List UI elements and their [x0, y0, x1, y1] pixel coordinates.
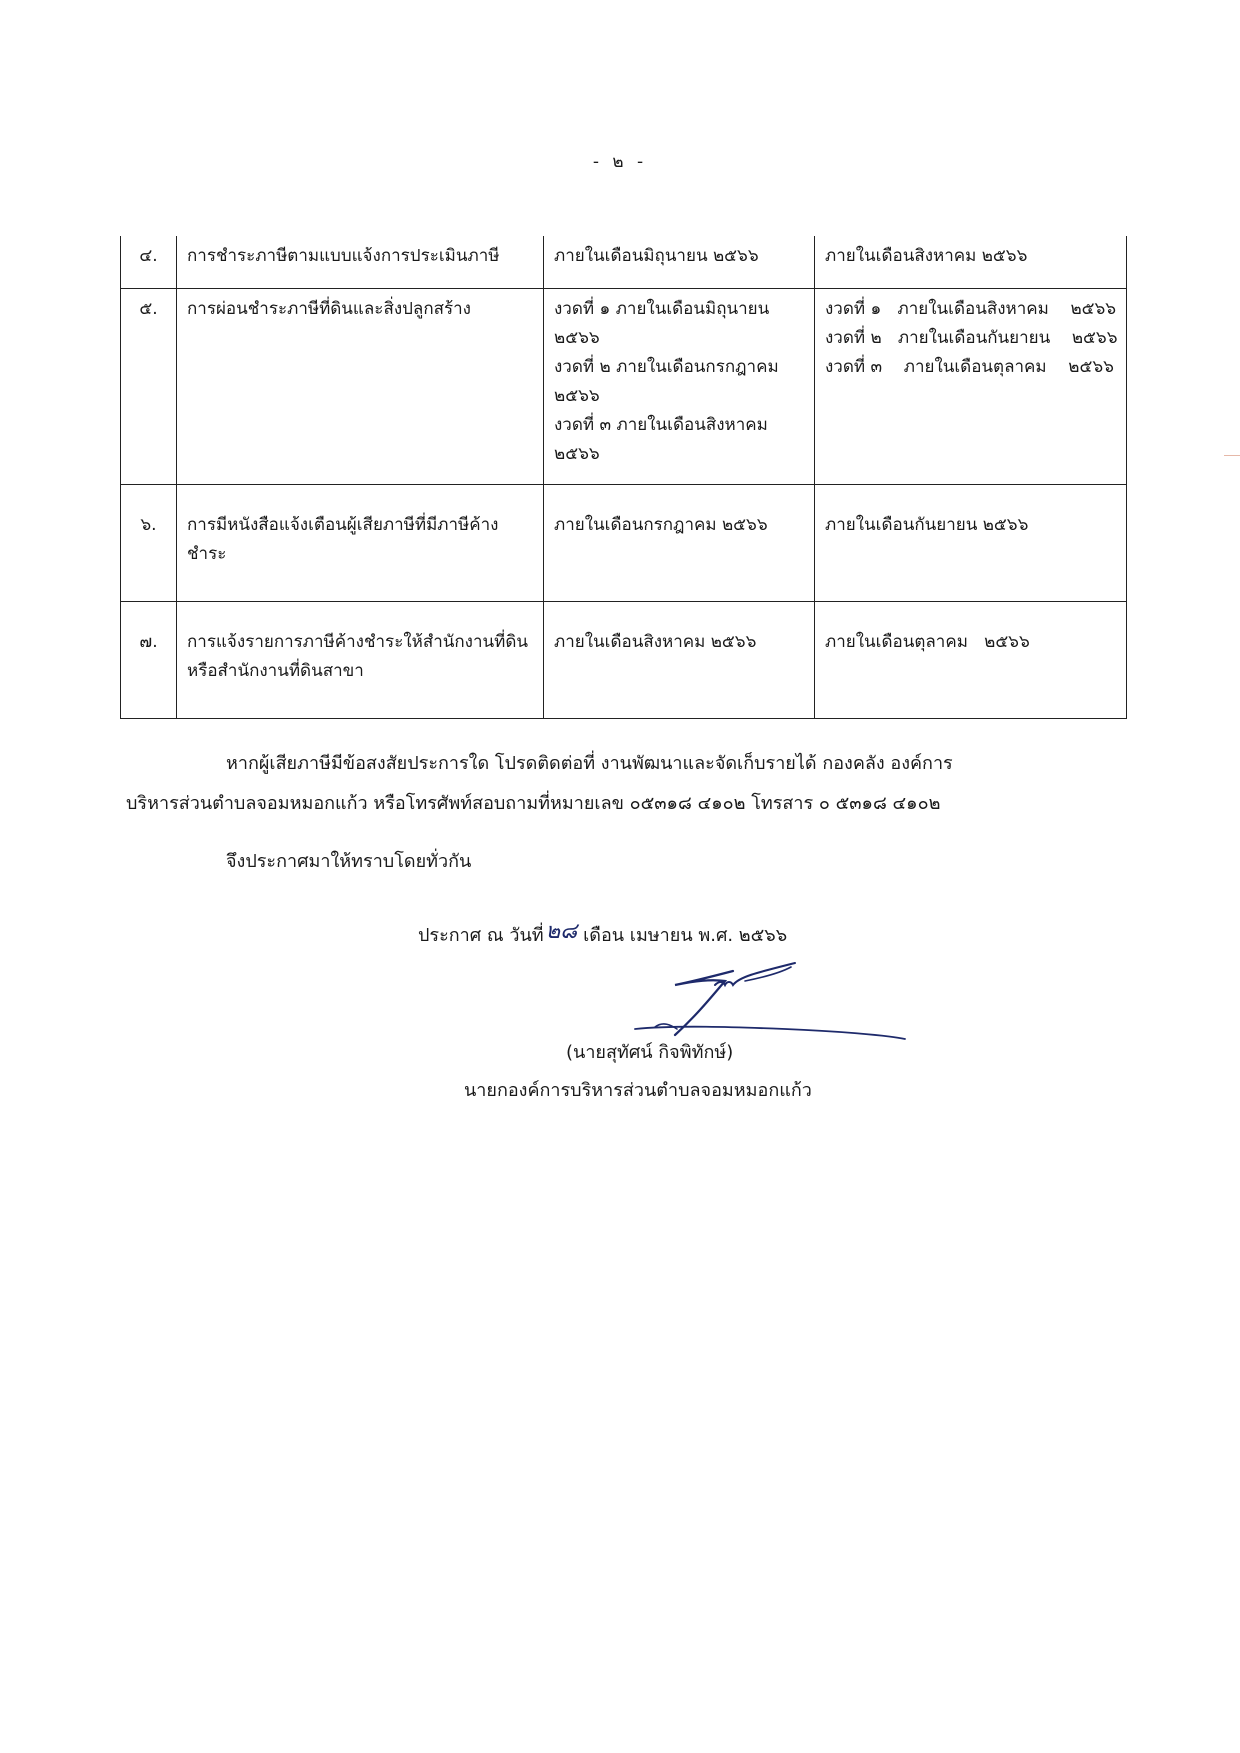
contact-line-2: บริหารส่วนตำบลจอมหมอกแก้ว หรือโทรศัพท์สอบถามที่หมายเลข ๐๕๓๑๘ ๔๑๐๒ โทรสาร ๐ ๕๓๑๘ ๔๑๐๒	[126, 793, 941, 814]
period-line: ๒๕๖๖	[554, 328, 600, 348]
signature-stroke	[715, 963, 795, 985]
period-line: ๒๕๖๖	[554, 444, 600, 464]
period-cell	[544, 289, 815, 485]
item-cell	[177, 485, 544, 602]
handwritten-day: ๒๘	[545, 919, 578, 944]
extended-line: ภายในเดือนสิงหาคม ๒๕๖๖	[825, 246, 1028, 266]
extended-period-cell	[815, 236, 1127, 289]
extended-line: ภายในเดือนตุลาคม ๒๕๖๖	[825, 632, 1030, 652]
row-number: ๕.	[121, 289, 177, 485]
row-number: ๔.	[121, 236, 177, 289]
announcement-date	[418, 916, 787, 951]
signature-mark	[615, 955, 915, 1050]
closing-paragraph: จึงประกาศมาให้ทราบโดยทั่วกัน	[226, 851, 472, 872]
table-row	[121, 485, 1127, 602]
period-line: งวดที่ ๓ ภายในเดือนสิงหาคม	[554, 415, 768, 435]
signatory-name: (นายสุทัศน์ กิจพิทักษ์)	[566, 1042, 734, 1063]
signature-stroke	[675, 971, 733, 1035]
period-line: งวดที่ ๑ ภายในเดือนมิถุนายน	[554, 299, 770, 319]
period-cell	[544, 485, 815, 602]
period-line: ภายในเดือนกรกฎาคม ๒๕๖๖	[554, 515, 768, 535]
extended-line: งวดที่ ๑ ภายในเดือนสิงหาคม ๒๕๖๖	[825, 299, 1117, 319]
extended-line: งวดที่ ๓ ภายในเดือนตุลาคม ๒๕๖๖	[825, 357, 1114, 377]
item-cell	[177, 289, 544, 485]
row-number: ๖.	[121, 485, 177, 602]
period-line: งวดที่ ๒ ภายในเดือนกรกฎาคม	[554, 357, 779, 377]
item-line: การแจ้งรายการภาษีค้างชำระให้สำนักงานที่ดิน	[187, 632, 528, 652]
page-number: - ๒ -	[592, 152, 648, 172]
extended-period-cell	[815, 602, 1127, 719]
extended-period-cell	[815, 485, 1127, 602]
item-line: ชำระ	[187, 544, 227, 564]
extended-line: งวดที่ ๒ ภายในเดือนกันยายน ๒๕๖๖	[825, 328, 1118, 348]
item-line: หรือสำนักงานที่ดินสาขา	[187, 661, 364, 681]
row-number: ๗.	[121, 602, 177, 719]
table-row	[121, 236, 1127, 289]
contact-paragraph	[126, 744, 1116, 824]
period-line: ภายในเดือนสิงหาคม ๒๕๖๖	[554, 632, 757, 652]
announcement-prefix: ประกาศ ณ วันที่	[418, 925, 544, 946]
contact-line-1: หากผู้เสียภาษีมีข้อสงสัยประการใด โปรดติดต่อที่ งานพัฒนาและจัดเก็บรายได้ กองคลัง องค์การ	[226, 753, 953, 774]
extended-line: ภายในเดือนกันยายน ๒๕๖๖	[825, 515, 1029, 535]
item-line: การมีหนังสือแจ้งเตือนผู้เสียภาษีที่มีภาษีค้าง	[187, 515, 499, 535]
scan-edge-mark	[1224, 455, 1240, 456]
extended-period-cell	[815, 289, 1127, 485]
period-cell	[544, 236, 815, 289]
announcement-suffix: เดือน เมษายน พ.ศ. ๒๕๖๖	[583, 925, 788, 946]
item-cell	[177, 236, 544, 289]
period-line: ๒๕๖๖	[554, 386, 600, 406]
item-line: การชำระภาษีตามแบบแจ้งการประเมินภาษี	[187, 246, 500, 266]
period-cell	[544, 602, 815, 719]
period-line: ภายในเดือนมิถุนายน ๒๕๖๖	[554, 246, 759, 266]
item-line: การผ่อนชำระภาษีที่ดินและสิ่งปลูกสร้าง	[187, 299, 471, 319]
signatory-title: นายกองค์การบริหารส่วนตำบลจอมหมอกแก้ว	[464, 1080, 812, 1101]
table-row	[121, 602, 1127, 719]
table-row	[121, 289, 1127, 485]
item-cell	[177, 602, 544, 719]
schedule-table	[120, 236, 1127, 719]
